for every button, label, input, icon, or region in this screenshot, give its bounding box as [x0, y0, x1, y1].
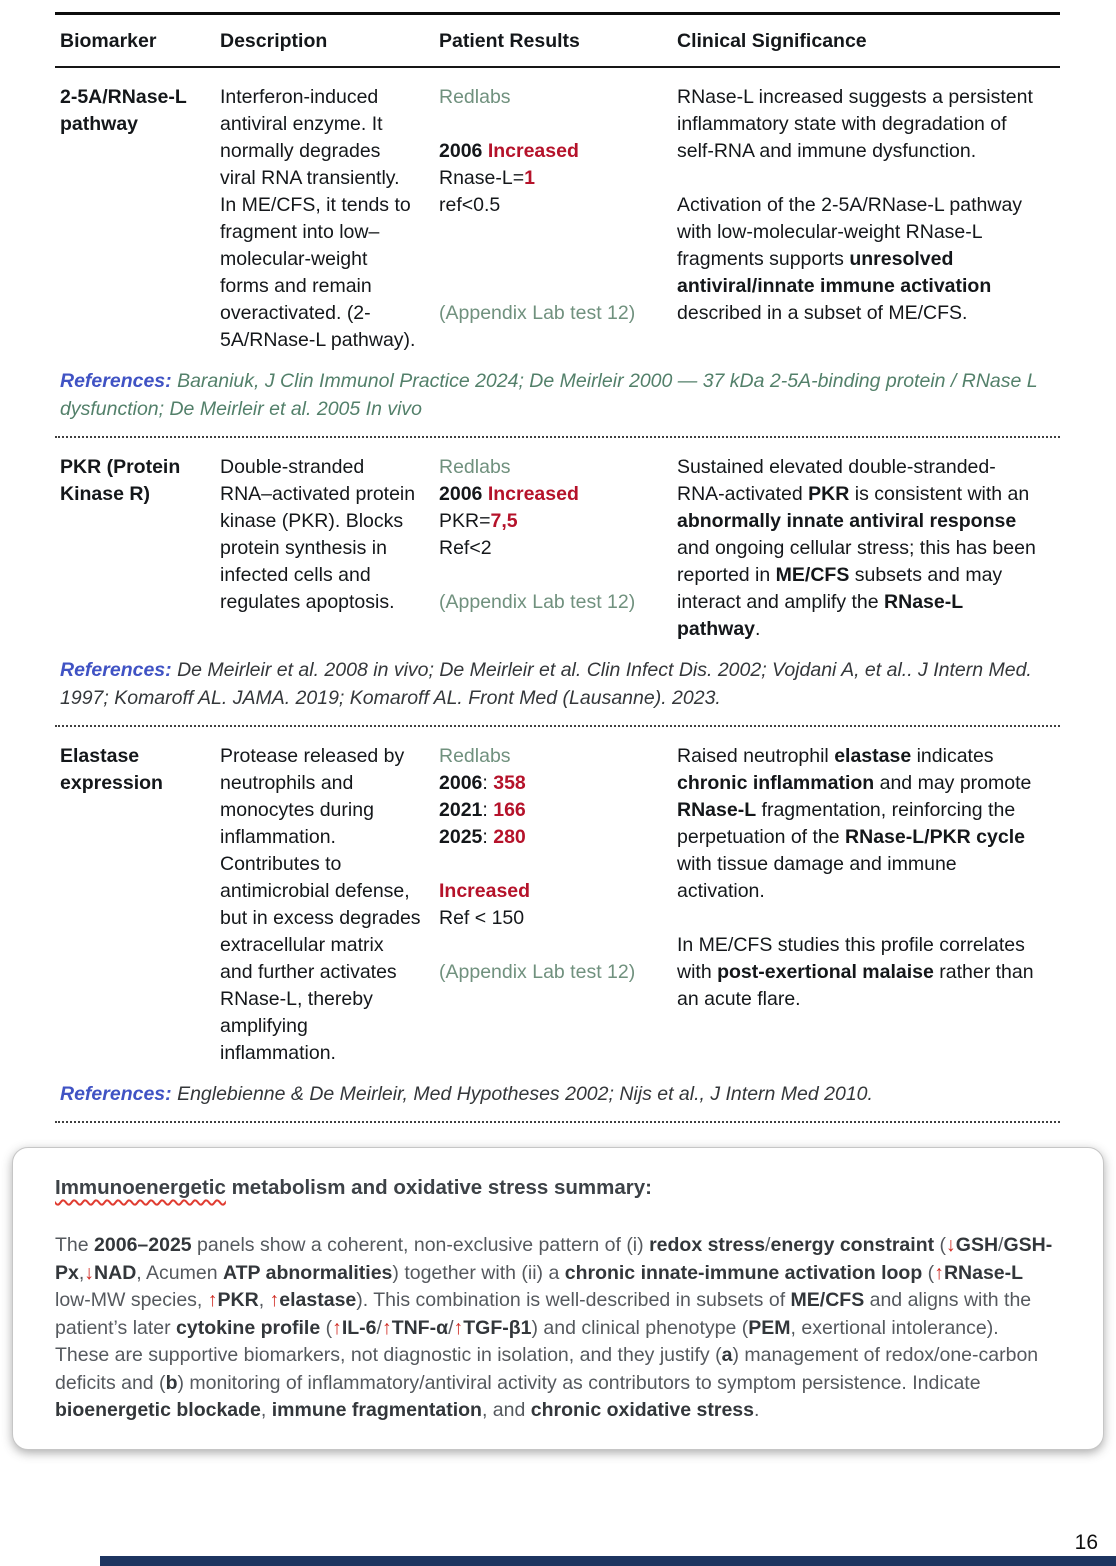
references-line: References: Baraniuk, J Clin Immunol Practice 2024; De Meirleir 2000 — 37 kDa 2-5A-binding protein / RNase L dysfunction; De Meirleir et al. 2005 In vivo — [55, 364, 1060, 438]
document-page — [0, 12, 1116, 1566]
summary-box — [12, 1147, 1104, 1450]
table-row-elastase — [55, 727, 1060, 1077]
clinical-significance: Raised neutrophil elastase indicates chronic inflammation and may promote RNase-L fragmentation, reinforcing the perpetuation of the RNase-L/PKR cycle with tissue damage and immune activation. In ME/CFS studies this profile correlates with post-exertional malaise rather than an acute flare. — [677, 745, 1034, 1010]
biomarker-name: 2-5A/RNase-L pathway — [60, 86, 187, 135]
patient-results: Redlabs 2006 Increased PKR=7,5 Ref<2 (Appendix Lab test 12) — [439, 456, 636, 613]
table-header — [55, 12, 1060, 68]
col-header-clinical-significance: Clinical Significance — [677, 30, 867, 52]
patient-results: Redlabs 2006: 358 2021: 166 2025: 280 Increased Ref < 150 (Appendix Lab test 12) — [439, 745, 636, 983]
summary-title: Immunoenergetic metabolism and oxidative stress summary: — [55, 1176, 652, 1199]
summary-body: The 2006–2025 panels show a coherent, non-exclusive pattern of (i) redox stress/energy constraint (↓GSH/GSH-Px,↓NAD, Acumen ATP abnormalities) together with (ii) a chronic innate-immune activation loop (↑RNase-L low-MW species, ↑PKR, ↑elastase). This combination is well-described in subsets of ME/CFS and aligns with the patient’s later cytokine profile (↑IL-6/↑TNF-α/↑TGF-β1) and clinical phenotype (PEM, exertional intolerance). These are supportive biomarkers, not diagnostic in isolation, and they justify (a) management of redox/one-carbon deficits and (b) monitoring of inflammatory/antiviral activity as contributors to symptom persistence. Indicate bioenergetic blockade, immune fragmentation, and chronic oxidative stress. — [55, 1234, 1053, 1421]
patient-results: Redlabs 2006 Increased Rnase-L=1 ref<0.5 (Appendix Lab test 12) — [439, 86, 636, 324]
col-header-description: Description — [220, 30, 328, 52]
clinical-significance: Sustained elevated double-stranded-RNA-activated PKR is consistent with an abnormally innate antiviral response and ongoing cellular stress; this has been reported in ME/CFS subsets and may interact and amplify the RNase-L pathway. — [677, 456, 1036, 640]
biomarker-table — [55, 12, 1060, 1123]
references-line: References: De Meirleir et al. 2008 in vivo; De Meirleir et al. Clin Infect Dis. 2002; Vojdani A, et al.. J Intern Med. 1997; Komaroff AL. JAMA. 2019; Komaroff AL. Front Med (Lausanne). 2023. — [55, 653, 1060, 727]
table-row-pkr — [55, 438, 1060, 653]
biomarker-description: Double-stranded RNA–activated protein kinase (PKR). Blocks protein synthesis in infected cells and regulates apoptosis. — [220, 456, 416, 613]
references-line: References: Englebienne & De Meirleir, Med Hypotheses 2002; Nijs et al., J Intern Med 2010. — [55, 1077, 1060, 1123]
col-header-patient-results: Patient Results — [439, 30, 580, 52]
footer-bar — [100, 1556, 1116, 1566]
col-header-biomarker: Biomarker — [60, 30, 157, 52]
biomarker-name: PKR (Protein Kinase R) — [60, 456, 181, 505]
table-row-rnasel — [55, 68, 1060, 364]
biomarker-description: Interferon-induced antiviral enzyme. It normally degrades viral RNA transiently. In ME/CFS, it tends to fragment into low–molecular-weight forms and remain overactivated. (2-5A/RNase-L pathway). — [220, 86, 416, 351]
page-number: 16 — [1074, 1531, 1098, 1554]
biomarker-name: Elastase expression — [60, 745, 163, 794]
clinical-significance: RNase-L increased suggests a persistent inflammatory state with degradation of self-RNA and immune dysfunction. Activation of the 2-5A/RNase-L pathway with low-molecular-weight RNase-L fragments supports unresolved antiviral/innate immune activation described in a subset of ME/CFS. — [677, 86, 1033, 324]
biomarker-description: Protease released by neutrophils and monocytes during inflammation. Contributes to antimicrobial defense, but in excess degrades extracellular matrix and further activates RNase-L, thereby amplifying inflammation. — [220, 745, 421, 1064]
